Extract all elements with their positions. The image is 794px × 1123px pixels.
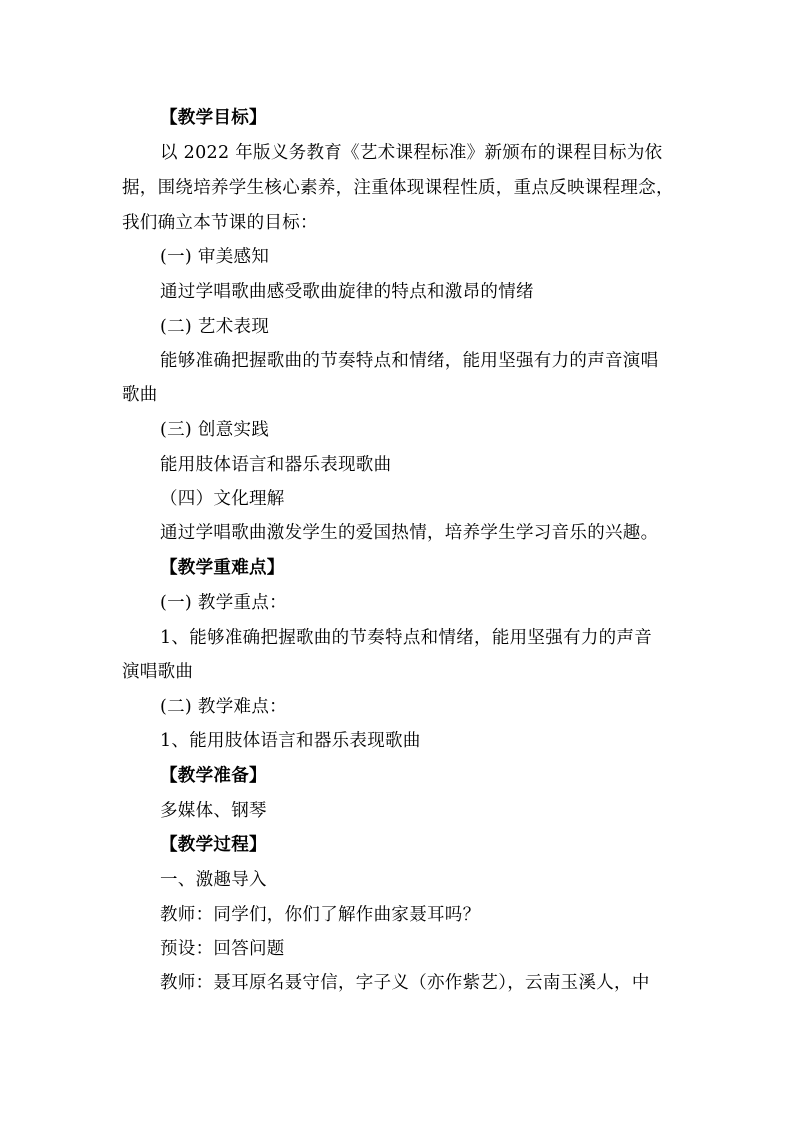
paragraph-line: 多媒体、钢琴 <box>160 801 267 821</box>
paragraph-line: 1、能够准确把握歌曲的节奏特点和情绪，能用坚强有力的声音 <box>160 628 653 648</box>
paragraph-line: 通过学唱歌曲激发学生的爱国热情，培养学生学习音乐的兴趣。 <box>160 523 659 543</box>
paragraph-line: 我们确立本节课的目标： <box>122 213 318 233</box>
paragraph-line: 以 2022 年版义务教育《艺术课程标准》新颁布的课程目标为依 <box>160 143 663 163</box>
paragraph-line: 1、能用肢体语言和器乐表现歌曲 <box>160 731 421 751</box>
subheading-creative-practice: (三) 创意实践 <box>160 420 270 440</box>
heading-teaching-process: 【教学过程】 <box>160 835 267 855</box>
paragraph-line: 预设：回答问题 <box>160 939 285 959</box>
paragraph-line: 据，围绕培养学生核心素养，注重体现课程性质，重点反映课程理念， <box>122 178 674 198</box>
subheading-key-points: (一) 教学重点： <box>160 593 287 613</box>
paragraph-line: 能够准确把握歌曲的节奏特点和情绪，能用坚强有力的声音演唱 <box>160 351 659 371</box>
paragraph-line: 歌曲 <box>122 385 158 405</box>
paragraph-line: 教师：聂耳原名聂守信，字子义（亦作紫艺），云南玉溪人，中 <box>160 973 650 993</box>
subheading-interest-introduction: 一、激趣导入 <box>160 870 267 890</box>
subheading-artistic-expression: (二) 艺术表现 <box>160 317 270 337</box>
paragraph-line: 能用肢体语言和器乐表现歌曲 <box>160 455 392 475</box>
heading-key-difficult-points: 【教学重难点】 <box>160 558 285 578</box>
paragraph-line: 通过学唱歌曲感受歌曲旋律的特点和激昂的情绪 <box>160 282 534 302</box>
paragraph-line: 演唱歌曲 <box>122 662 194 682</box>
heading-teaching-objectives: 【教学目标】 <box>160 108 267 128</box>
subheading-aesthetic-perception: (一) 审美感知 <box>160 247 270 267</box>
subheading-difficult-points: (二) 教学难点： <box>160 697 287 717</box>
paragraph-line: 教师：同学们，你们了解作曲家聂耳吗？ <box>160 905 481 925</box>
subheading-cultural-understanding: （四）文化理解 <box>160 489 285 509</box>
heading-teaching-preparation: 【教学准备】 <box>160 766 267 786</box>
